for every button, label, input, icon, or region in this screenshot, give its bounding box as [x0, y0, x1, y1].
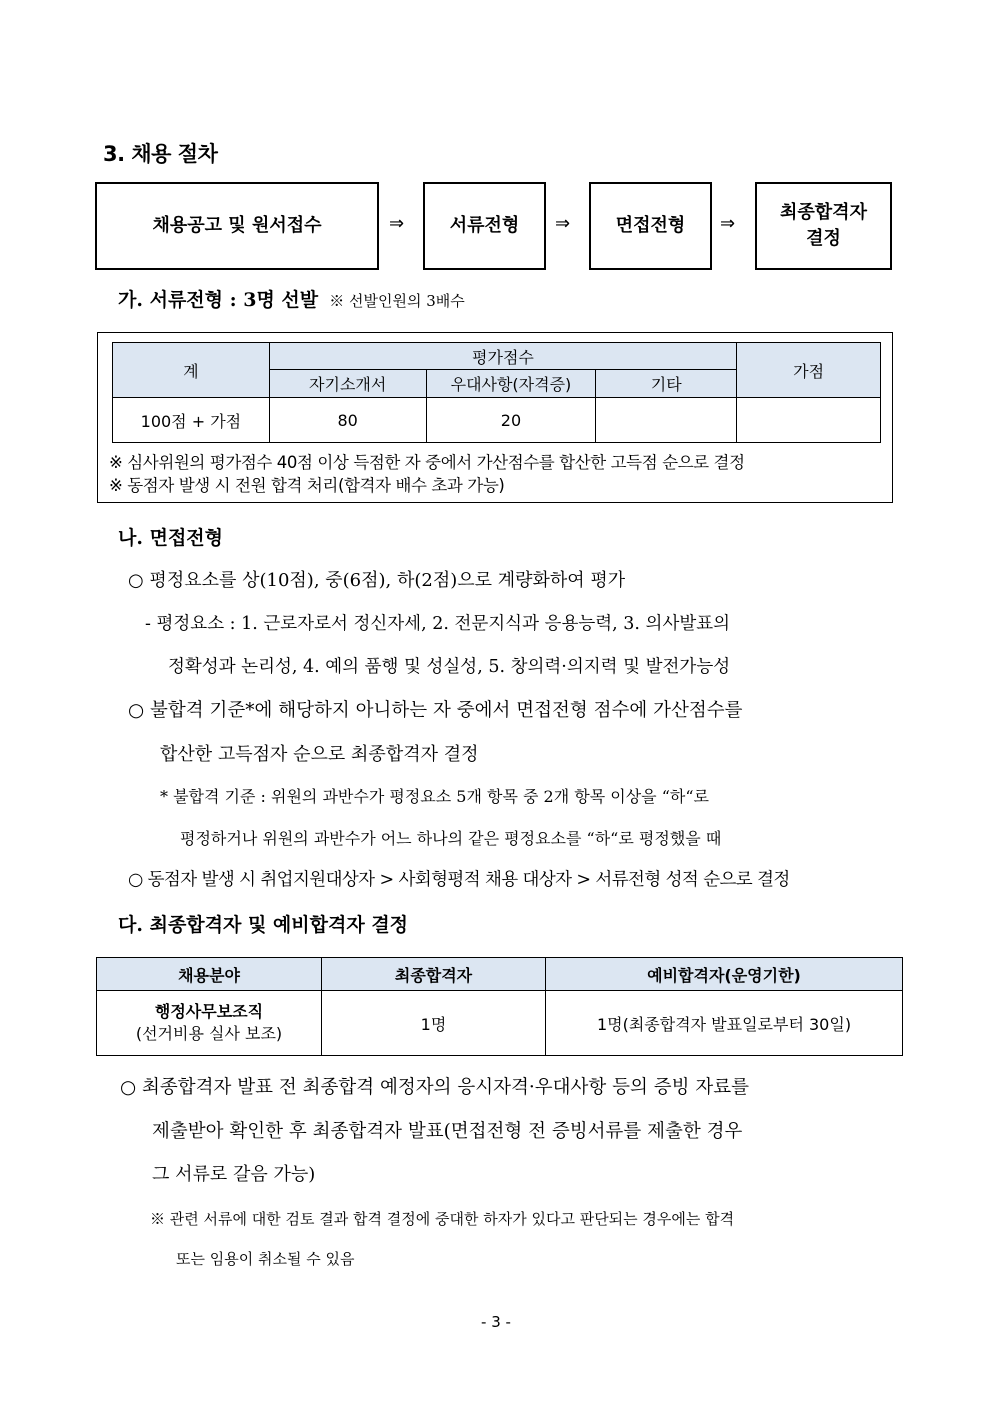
final-field-sub: (선거비용 실사 보조): [135, 1024, 283, 1043]
flow-step-label: 면접전형: [615, 215, 686, 236]
interview-dash-1: - 평정요소 : 1. 근로자로서 정신자세, 2. 전문지식과 응용능력, 3. 의사발표의: [145, 614, 731, 634]
page-number: - 3 -: [481, 1313, 511, 1331]
flow-arrow-icon: ⇒: [555, 213, 571, 234]
final-note-cont: 또는 임용이 취소될 수 있음: [176, 1250, 355, 1268]
sub-col-header: 기타: [596, 370, 737, 398]
interview-bullet-3: ○ 동점자 발생 시 취업지원대상자 > 사회형평적 채용 대상자 > 서류전형 성적 순으로 결정: [128, 870, 790, 890]
final-field-cell: [97, 991, 322, 1056]
interview-heading: 나. 면접전형: [118, 527, 223, 549]
final-heading: 다. 최종합격자 및 예비합격자 결정: [118, 914, 409, 936]
final-note: ※ 관련 서류에 대한 검토 결과 합격 결정에 중대한 하자가 있다고 판단되는 경우에는 합격: [150, 1210, 735, 1228]
flow-step-label: 채용공고 및 원서접수: [152, 215, 322, 236]
flow-arrow-icon: ⇒: [389, 213, 405, 234]
sub-col-header: 우대사항(자격증): [426, 370, 596, 398]
interview-bullet-1: ○ 평정요소를 상(10점), 중(6점), 하(2점)으로 계량화하여 평가: [128, 570, 626, 591]
flow-step-posting: [95, 182, 379, 270]
section-title: 3. 채용 절차: [103, 142, 218, 166]
table-cell: [596, 398, 737, 443]
doc-note: ※ 심사위원의 평가점수 40점 이상 득점한 자 중에서 가산점수를 합산한 고득점 순으로 결정: [109, 453, 745, 472]
doc-screening-note: ※ 선발인원의 3배수: [329, 292, 465, 310]
final-bullet: ○ 최종합격자 발표 전 최종합격 예정자의 응시자격·우대사항 등의 증빙 자료를: [120, 1077, 749, 1098]
table-cell: [737, 398, 881, 443]
final-col-header: 채용분야: [97, 958, 322, 991]
doc-screening-table: [112, 342, 881, 443]
flow-step-label: 최종합격자: [780, 202, 867, 223]
doc-screening-notes: [109, 451, 745, 497]
flow-step-label: 결정: [806, 228, 841, 249]
table-cell: 20: [426, 398, 596, 443]
interview-dash-1-cont: 정확성과 논리성, 4. 예의 품행 및 성실성, 5. 창의력·의지력 및 발전가능성: [168, 657, 731, 677]
doc-screening-title: 가. 서류전형 : 3명 선발: [118, 289, 319, 311]
final-bullet-cont: 그 서류로 갈음 가능): [152, 1164, 316, 1185]
flow-step-label: 서류전형: [449, 215, 520, 236]
final-count-cell: 1명: [322, 991, 546, 1056]
reserve-cell: 1명(최종합격자 발표일로부터 30일): [546, 991, 903, 1056]
final-col-header: 최종합격자: [322, 958, 546, 991]
interview-bullet-2: ○ 불합격 기준*에 해당하지 아니하는 자 중에서 면접전형 점수에 가산점수를: [128, 700, 743, 721]
col-total-header: 계: [113, 343, 270, 398]
col-bonus-header: 가점: [737, 343, 881, 398]
doc-note: ※ 동점자 발생 시 전원 합격 처리(합격자 배수 초과 가능): [109, 476, 505, 495]
fail-criteria-note-cont: 평정하거나 위원의 과반수가 어느 하나의 같은 평정요소를 “하“로 평정했을 때: [180, 829, 722, 848]
flow-arrow-icon: ⇒: [720, 213, 736, 234]
col-eval-header: 평가점수: [269, 343, 736, 370]
flow-step-interview: [589, 182, 712, 270]
final-table: [96, 957, 903, 1056]
final-col-header: 예비합격자(운영기한): [546, 958, 903, 991]
flow-step-final: [755, 182, 892, 270]
fail-criteria-note: * 불합격 기준 : 위원의 과반수가 평정요소 5개 항목 중 2개 항목 이상을 “하“로: [160, 787, 709, 806]
doc-screening-heading: [118, 285, 465, 312]
final-field-main: 행정사무보조직: [154, 1002, 264, 1021]
final-bullet-cont: 제출받아 확인한 후 최종합격자 발표(면접전형 전 증빙서류를 제출한 경우: [152, 1121, 743, 1142]
table-cell: 80: [269, 398, 426, 443]
interview-bullet-2-cont: 합산한 고득점자 순으로 최종합격자 결정: [160, 744, 479, 765]
sub-col-header: 자기소개서: [269, 370, 426, 398]
table-cell: 100점 + 가점: [113, 398, 270, 443]
flow-step-document: [423, 182, 546, 270]
